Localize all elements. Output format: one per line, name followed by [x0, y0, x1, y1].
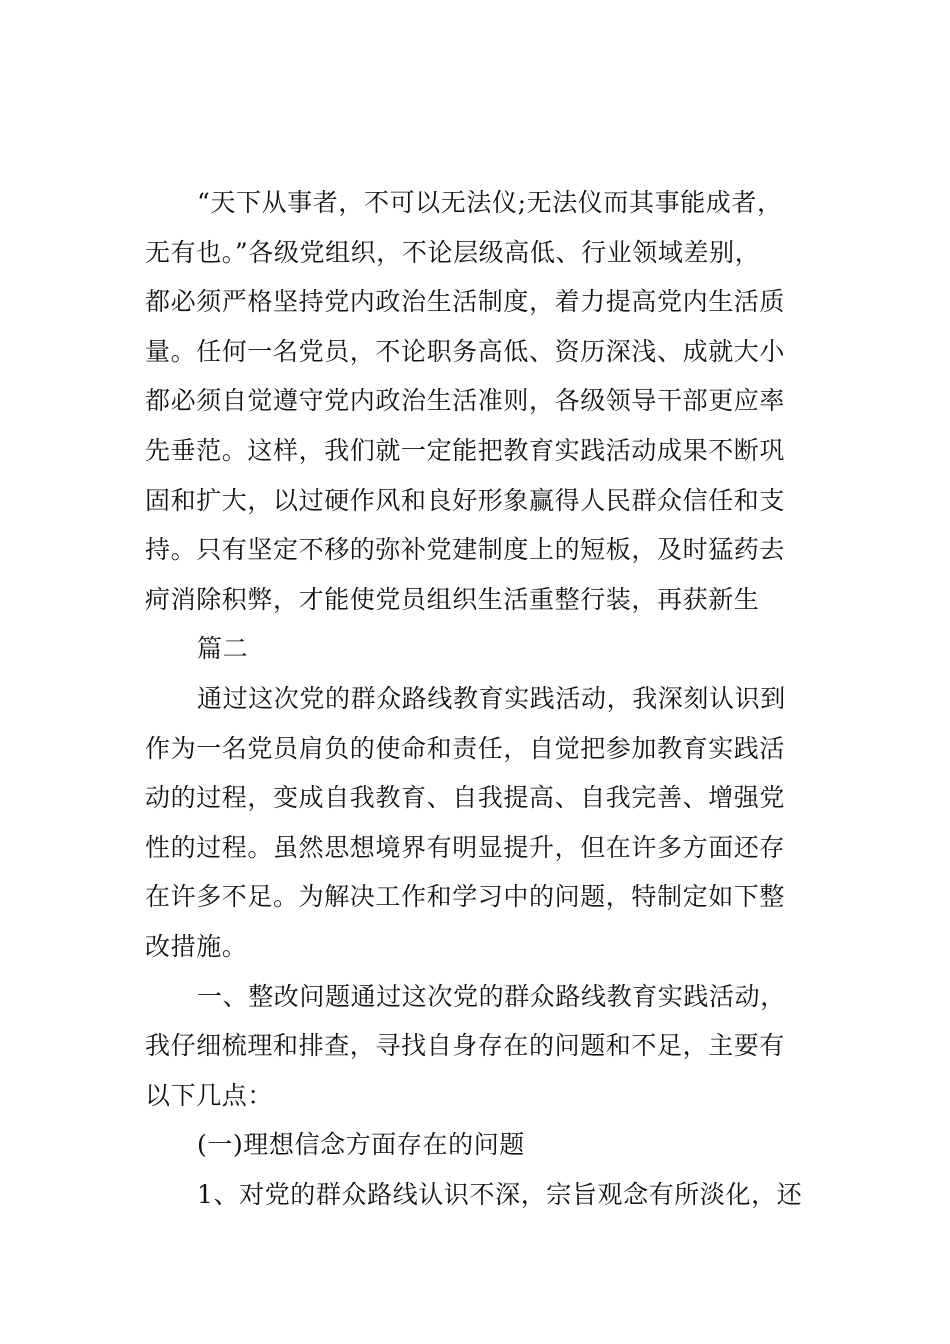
paragraph-line: 一、整改问题通过这次党的群众路线教育实践活动， — [197, 981, 786, 1011]
paragraph-line: 无有也。”各级党组织，不论层级高低、行业领域差别， — [145, 237, 761, 267]
paragraph-line: 作为一名党员肩负的使命和责任，自觉把参加教育实践活 — [145, 733, 786, 763]
paragraph-line: 通过这次党的群众路线教育实践活动，我深刻认识到 — [197, 683, 786, 713]
paragraph-line: 我仔细梳理和排查，寻找自身存在的问题和不足，主要有 — [145, 1031, 786, 1061]
paragraph-line: 都必须自觉遵守党内政治生活准则，各级领导干部更应率 — [145, 386, 786, 416]
paragraph-line: 固和扩大，以过硬作风和良好形象赢得人民群众信任和支 — [145, 485, 786, 515]
paragraph-line: 性的过程。虽然思想境界有明显提升，但在许多方面还存 — [145, 832, 786, 862]
subsection-heading: (一)理想信念方面存在的问题 — [197, 1130, 525, 1160]
paragraph-line: 在许多不足。为解决工作和学习中的问题，特制定如下整 — [145, 882, 786, 912]
document-body — [145, 178, 815, 1219]
paragraph-line: 持。只有坚定不移的弥补党建制度上的短板，及时猛药去 — [145, 535, 786, 565]
paragraph-line: 改措施。 — [145, 931, 248, 961]
paragraph-line: 动的过程，变成自我教育、自我提高、自我完善、增强党 — [145, 783, 786, 813]
paragraph-line: 都必须严格坚持党内政治生活制度，着力提高党内生活质 — [145, 287, 786, 317]
paragraph-line: 疴消除积弊，才能使党员组织生活重整行装，再获新生 — [145, 584, 760, 614]
section-heading: 篇二 — [197, 634, 249, 664]
paragraph-line: 以下几点： — [145, 1080, 274, 1110]
paragraph-line: “天下从事者，不可以无法仪;无法仪而其事能成者， — [197, 188, 783, 217]
paragraph-line: 量。任何一名党员，不论职务高低、资历深浅、成就大小 — [145, 336, 786, 366]
paragraph-line: 1、对党的群众路线认识不深，宗旨观念有所淡化，还 — [197, 1179, 803, 1209]
paragraph-line: 先垂范。这样，我们就一定能把教育实践活动成果不断巩 — [145, 435, 786, 465]
